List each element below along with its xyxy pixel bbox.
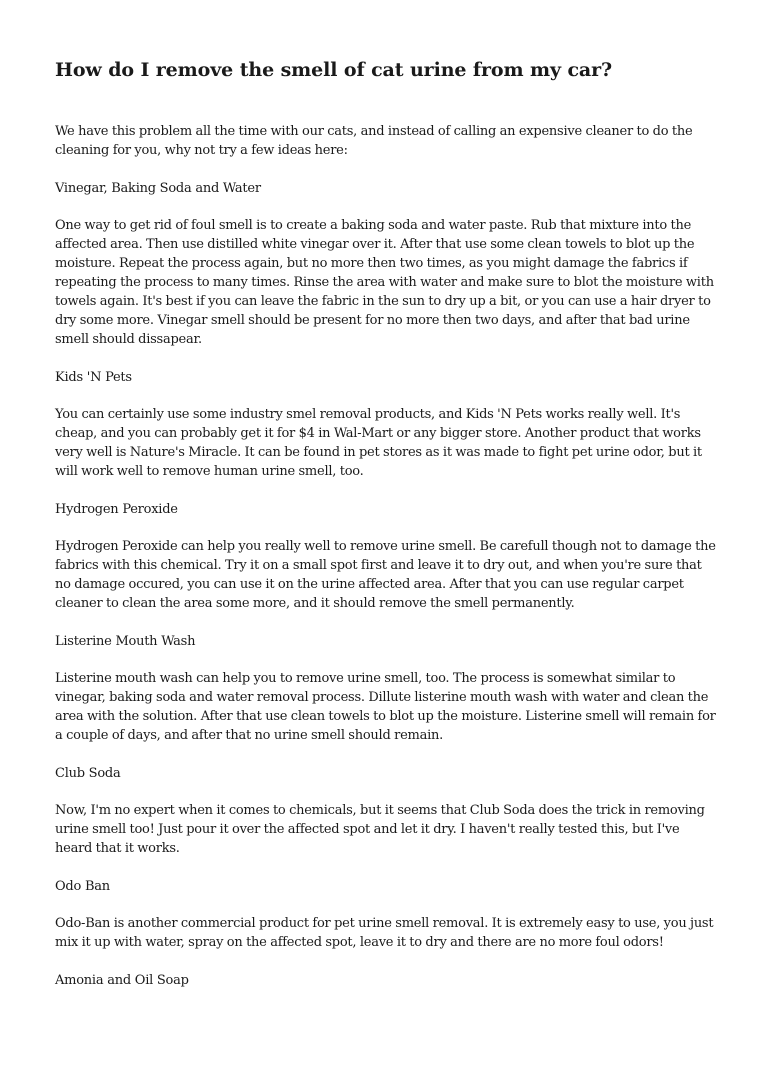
section-heading-odo-ban: Odo Ban [55, 878, 110, 894]
section-body-hydrogen-peroxide: Hydrogen Peroxide can help you really well to remove urine smell. Be carefull though not to damage the fabrics with this chemical. Try it on a small spot first and leave it to dry out, and when you're sure that no damage occured, you can use it on the urine affected area. After that you can use regular carpet cleaner to clean the area some more, and it should remove the smell permanently. [55, 539, 716, 611]
intro-paragraph: We have this problem all the time with our cats, and instead of calling an expensive cleaner to do the cleaning for you, why not try a few ideas here: [55, 124, 693, 158]
section-heading-vinegar: Vinegar, Baking Soda and Water [55, 180, 261, 196]
section-body-vinegar: One way to get rid of foul smell is to create a baking soda and water paste. Rub that mixture into the affected area. Then use distilled white vinegar over it. After that use some clean towels to blot up the moisture. Repeat the process again, but no more then two times, as you might damage the fabrics if repeating the process to many times. Rinse the area with water and make sure to blot the moisture with towels again. It's best if you can leave the fabric in the sun to dry up a bit, or you can use a hair dryer to dry some more. Vinegar smell should be present for no more then two days, and after that bad urine smell should dissapear. [55, 218, 714, 347]
section-body-listerine: Listerine mouth wash can help you to remove urine smell, too. The process is somewhat similar to vinegar, baking soda and water removal process. Dillute listerine mouth wash with water and clean the area with the solution. After that use clean towels to blot up the moisture. Listerine smell will remain for a couple of days, and after that no urine smell should remain. [55, 671, 716, 743]
section-heading-amonia: Amonia and Oil Soap [55, 972, 189, 988]
section-heading-listerine: Listerine Mouth Wash [55, 633, 196, 649]
section-body-club-soda: Now, I'm no expert when it comes to chemicals, but it seems that Club Soda does the trick in removing urine smell too! Just pour it over the affected spot and let it dry. I haven't really tested this, but I've heard that it works. [55, 803, 705, 856]
section-heading-hydrogen-peroxide: Hydrogen Peroxide [55, 501, 178, 517]
section-body-odo-ban: Odo-Ban is another commercial product for pet urine smell removal. It is extremely easy to use, you just mix it up with water, spray on the affected spot, leave it to dry and there are no more foul odors! [55, 916, 714, 950]
section-heading-club-soda: Club Soda [55, 765, 121, 781]
document-title: How do I remove the smell of cat urine from my car? [55, 59, 613, 81]
section-heading-kids-n-pets: Kids 'N Pets [55, 369, 132, 385]
section-body-kids-n-pets: You can certainly use some industry smel removal products, and Kids 'N Pets works really well. It's cheap, and you can probably get it for $4 in Wal-Mart or any bigger store. Another product that works very well is Nature's Miracle. It can be found in pet stores as it was made to fight pet urine odor, but it will work well to remove human urine smell, too. [55, 407, 702, 479]
document-page [55, 58, 720, 1008]
